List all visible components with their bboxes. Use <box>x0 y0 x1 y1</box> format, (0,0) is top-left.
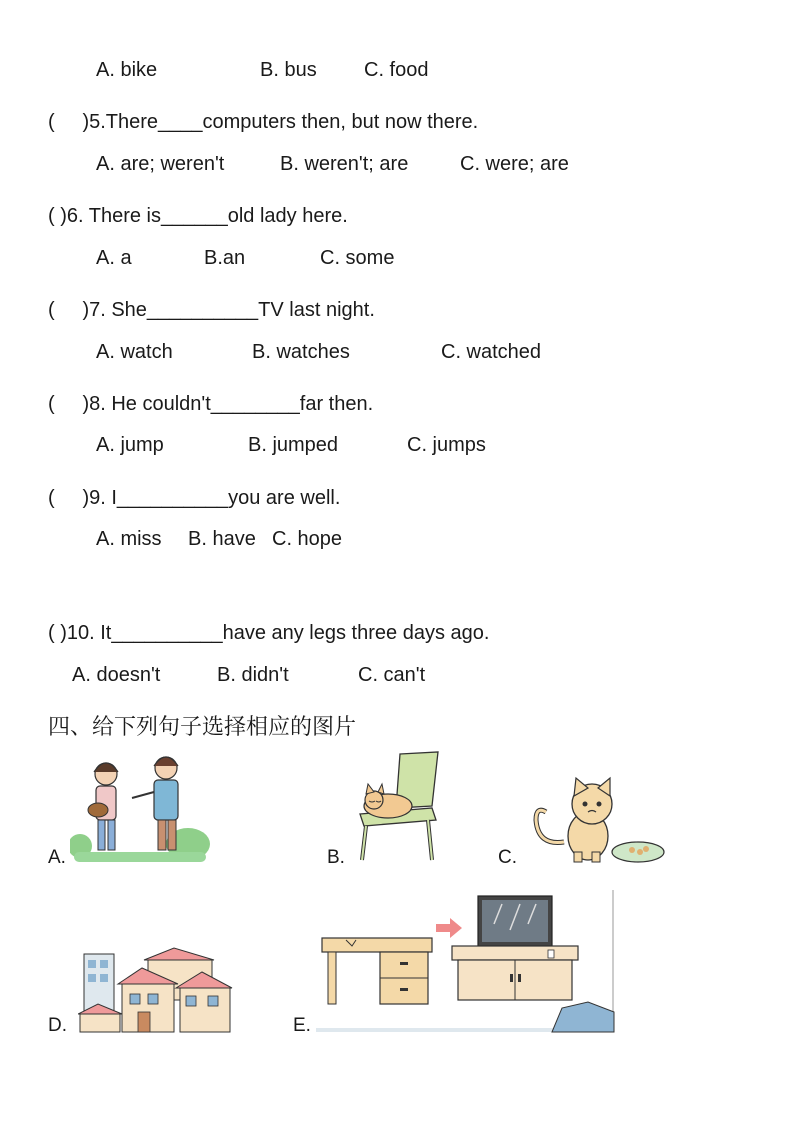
q4-option-b: B. bus <box>260 59 317 81</box>
picture-label-e: E. <box>293 1015 311 1036</box>
q9-option-b: B. have <box>188 528 256 550</box>
q7-option-b: B. watches <box>252 341 350 363</box>
town-houses-icon <box>78 944 234 1034</box>
picture-label-c: C. <box>498 847 517 868</box>
picture-label-b: B. <box>327 847 345 868</box>
q4-option-a: A. bike <box>96 59 158 81</box>
q6-option-b: B.an <box>204 247 246 269</box>
q8-option-c: C. jumps <box>407 434 486 456</box>
q7-stem: ( )7. She__________TV last night. <box>48 299 375 321</box>
picture-label-a: A. <box>48 847 66 868</box>
picture-label-d: D. <box>48 1015 67 1036</box>
q8-option-a: A. jump <box>96 434 164 456</box>
q7-option-c: C. watched <box>441 341 542 363</box>
q5-stem: ( )5.There____computers then, but now there. <box>48 111 479 133</box>
q6-stem: ( )6. There is______old lady here. <box>48 205 348 227</box>
q9-option-c: C. hope <box>272 528 343 550</box>
cat-on-chair-icon <box>352 748 444 866</box>
q5-option-b: B. weren't; are <box>280 153 409 175</box>
q10-option-b: B. didn't <box>217 664 289 686</box>
q5-option-a: A. are; weren't <box>96 153 225 175</box>
q10-stem: ( )10. It__________have any legs three days ago. <box>48 622 490 644</box>
old-desk-to-new-tv-cabinet-icon <box>316 890 616 1034</box>
q6-option-c: C. some <box>320 247 395 269</box>
q8-option-b: B. jumped <box>248 434 339 456</box>
two-women-talking-icon <box>70 748 210 866</box>
section-title: 四、给下列句子选择相应的图片 <box>48 715 357 740</box>
q6-option-a: A. a <box>96 247 132 269</box>
cat-with-plate-icon <box>528 776 670 866</box>
q10-option-c: C. can't <box>358 664 426 686</box>
q9-stem: ( )9. I__________you are well. <box>48 487 341 509</box>
q9-option-a: A. miss <box>96 528 162 550</box>
q5-option-c: C. were; are <box>460 153 569 175</box>
q4-option-c: C. food <box>364 59 429 81</box>
q7-option-a: A. watch <box>96 341 173 363</box>
q10-option-a: A. doesn't <box>72 664 161 686</box>
q8-stem: ( )8. He couldn't________far then. <box>48 393 374 415</box>
